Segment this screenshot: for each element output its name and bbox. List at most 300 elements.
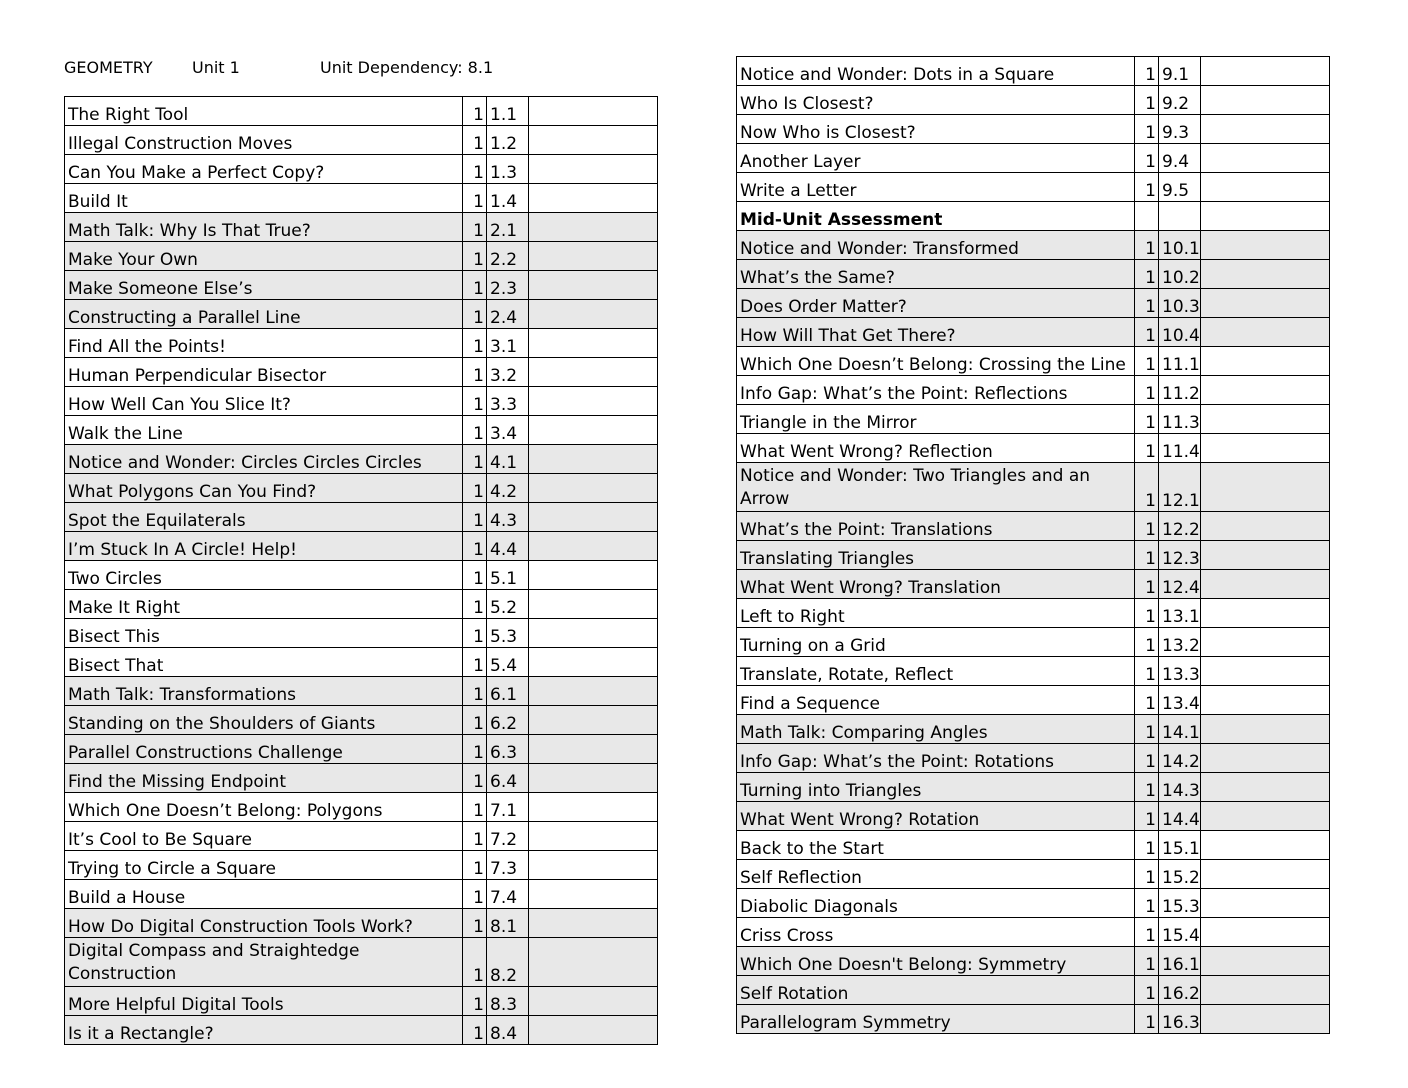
table-row — [737, 773, 1330, 802]
lesson-code-cell: 13.1 — [1159, 599, 1201, 628]
notes-cell — [529, 909, 658, 938]
notes-cell — [529, 1016, 658, 1045]
unit-number-cell: 1 — [463, 213, 487, 242]
lesson-code-cell: 8.4 — [487, 1016, 529, 1045]
lesson-code-cell: 8.1 — [487, 909, 529, 938]
lesson-code-cell: 11.2 — [1159, 376, 1201, 405]
unit-number-cell: 1 — [1135, 347, 1159, 376]
unit-number-cell: 1 — [463, 880, 487, 909]
lesson-code-cell: 15.4 — [1159, 918, 1201, 947]
table-row — [737, 599, 1330, 628]
table-row — [65, 184, 658, 213]
unit-number-cell: 1 — [463, 97, 487, 126]
unit-number-cell: 1 — [463, 184, 487, 213]
lesson-title-cell: Which One Doesn’t Belong: Crossing the Line — [737, 347, 1135, 376]
table-row — [737, 144, 1330, 173]
lesson-code-cell: 9.5 — [1159, 173, 1201, 202]
unit-number-cell: 1 — [1135, 976, 1159, 1005]
lesson-title-cell: Human Perpendicular Bisector — [65, 358, 463, 387]
notes-cell — [529, 474, 658, 503]
unit-number-cell: 1 — [1135, 405, 1159, 434]
table-row — [737, 657, 1330, 686]
table-row — [65, 445, 658, 474]
lesson-code-cell: 2.1 — [487, 213, 529, 242]
unit-number-cell: 1 — [1135, 744, 1159, 773]
lesson-code-cell: 5.1 — [487, 561, 529, 590]
lesson-code-cell: 15.2 — [1159, 860, 1201, 889]
lesson-code-cell — [1159, 202, 1201, 231]
lesson-title-cell: What Went Wrong? Rotation — [737, 802, 1135, 831]
unit-number-cell: 1 — [463, 648, 487, 677]
lesson-code-cell: 9.3 — [1159, 115, 1201, 144]
unit-number-cell: 1 — [1135, 657, 1159, 686]
table-row — [65, 416, 658, 445]
notes-cell — [529, 358, 658, 387]
notes-cell — [1201, 744, 1330, 773]
notes-cell — [1201, 686, 1330, 715]
notes-cell — [529, 445, 658, 474]
unit-number-cell: 1 — [1135, 57, 1159, 86]
lesson-title-cell: Is it a Rectangle? — [65, 1016, 463, 1045]
notes-cell — [1201, 376, 1330, 405]
lesson-code-cell: 2.3 — [487, 271, 529, 300]
table-row — [65, 590, 658, 619]
lesson-title-cell: Mid-Unit Assessment — [737, 202, 1135, 231]
lesson-code-cell: 1.2 — [487, 126, 529, 155]
unit-number-cell: 1 — [1135, 318, 1159, 347]
lesson-code-cell: 16.1 — [1159, 947, 1201, 976]
lesson-code-cell: 12.4 — [1159, 570, 1201, 599]
unit-number-cell: 1 — [463, 271, 487, 300]
table-row — [737, 86, 1330, 115]
lesson-title-cell: Constructing a Parallel Line — [65, 300, 463, 329]
notes-cell — [529, 126, 658, 155]
table-row — [65, 764, 658, 793]
lesson-code-cell: 12.3 — [1159, 541, 1201, 570]
table-row — [737, 860, 1330, 889]
unit-number-cell: 1 — [1135, 860, 1159, 889]
lesson-title-cell: Notice and Wonder: Dots in a Square — [737, 57, 1135, 86]
lesson-title-cell: Write a Letter — [737, 173, 1135, 202]
lesson-code-cell: 7.2 — [487, 822, 529, 851]
notes-cell — [529, 880, 658, 909]
unit-number-cell: 1 — [1135, 831, 1159, 860]
lesson-code-cell: 8.2 — [487, 938, 529, 987]
lesson-code-cell: 9.4 — [1159, 144, 1201, 173]
unit-number-cell: 1 — [463, 445, 487, 474]
unit-number-cell: 1 — [463, 706, 487, 735]
lesson-title-cell: Translate, Rotate, Reflect — [737, 657, 1135, 686]
lesson-title-cell: Self Reflection — [737, 860, 1135, 889]
lesson-title-cell: Self Rotation — [737, 976, 1135, 1005]
notes-cell — [1201, 86, 1330, 115]
lesson-title-cell: Make It Right — [65, 590, 463, 619]
lesson-title-cell: Diabolic Diagonals — [737, 889, 1135, 918]
unit-number-cell: 1 — [463, 822, 487, 851]
lesson-title-cell: Build a House — [65, 880, 463, 909]
notes-cell — [529, 97, 658, 126]
lesson-code-cell: 7.3 — [487, 851, 529, 880]
lesson-title-cell: Trying to Circle a Square — [65, 851, 463, 880]
unit-number-cell: 1 — [1135, 1005, 1159, 1034]
lesson-title-cell: Build It — [65, 184, 463, 213]
unit-number-cell: 1 — [1135, 541, 1159, 570]
lesson-title-cell: Who Is Closest? — [737, 86, 1135, 115]
table-row — [737, 231, 1330, 260]
table-row — [65, 561, 658, 590]
notes-cell — [1201, 289, 1330, 318]
notes-cell — [1201, 1005, 1330, 1034]
unit-number-cell: 1 — [463, 126, 487, 155]
lesson-code-cell: 2.2 — [487, 242, 529, 271]
lesson-code-cell: 10.1 — [1159, 231, 1201, 260]
unit-number-cell: 1 — [1135, 115, 1159, 144]
notes-cell — [1201, 831, 1330, 860]
lesson-code-cell: 15.3 — [1159, 889, 1201, 918]
unit-number-cell: 1 — [463, 938, 487, 987]
table-row — [65, 213, 658, 242]
table-row — [737, 1005, 1330, 1034]
lesson-code-cell: 2.4 — [487, 300, 529, 329]
lesson-code-cell: 16.3 — [1159, 1005, 1201, 1034]
lesson-title-cell: Standing on the Shoulders of Giants — [65, 706, 463, 735]
table-row — [65, 503, 658, 532]
notes-cell — [529, 532, 658, 561]
lesson-code-cell: 10.3 — [1159, 289, 1201, 318]
unit-number-cell: 1 — [463, 619, 487, 648]
lesson-code-cell: 1.4 — [487, 184, 529, 213]
table-row — [737, 463, 1330, 512]
table-row — [737, 347, 1330, 376]
lesson-code-cell: 3.3 — [487, 387, 529, 416]
unit-number-cell: 1 — [1135, 144, 1159, 173]
lesson-code-cell: 14.3 — [1159, 773, 1201, 802]
lesson-code-cell: 11.4 — [1159, 434, 1201, 463]
lesson-code-cell: 12.2 — [1159, 512, 1201, 541]
lesson-code-cell: 12.1 — [1159, 463, 1201, 512]
lesson-title-cell: Parallelogram Symmetry — [737, 1005, 1135, 1034]
unit-number-cell: 1 — [1135, 686, 1159, 715]
table-row — [65, 155, 658, 184]
notes-cell — [1201, 802, 1330, 831]
notes-cell — [1201, 570, 1330, 599]
notes-cell — [529, 619, 658, 648]
table-row — [65, 648, 658, 677]
lesson-title-cell: Bisect That — [65, 648, 463, 677]
lesson-title-cell: How Do Digital Construction Tools Work? — [65, 909, 463, 938]
notes-cell — [1201, 231, 1330, 260]
notes-cell — [1201, 405, 1330, 434]
lesson-code-cell: 11.1 — [1159, 347, 1201, 376]
lesson-code-cell: 14.2 — [1159, 744, 1201, 773]
lesson-title-cell: Another Layer — [737, 144, 1135, 173]
lesson-title-cell: Does Order Matter? — [737, 289, 1135, 318]
notes-cell — [529, 706, 658, 735]
notes-cell — [1201, 347, 1330, 376]
notes-cell — [529, 822, 658, 851]
table-row — [65, 619, 658, 648]
lesson-title-cell: Criss Cross — [737, 918, 1135, 947]
unit-number-cell: 1 — [1135, 173, 1159, 202]
notes-cell — [1201, 173, 1330, 202]
table-row — [737, 115, 1330, 144]
lesson-title-cell: Which One Doesn't Belong: Symmetry — [737, 947, 1135, 976]
notes-cell — [529, 329, 658, 358]
table-row — [65, 358, 658, 387]
notes-cell — [1201, 715, 1330, 744]
notes-cell — [529, 184, 658, 213]
lesson-code-cell: 14.1 — [1159, 715, 1201, 744]
notes-cell — [529, 735, 658, 764]
unit-number-cell: 1 — [463, 851, 487, 880]
notes-cell — [1201, 918, 1330, 947]
notes-cell — [529, 271, 658, 300]
lesson-title-cell: Two Circles — [65, 561, 463, 590]
unit-number-cell: 1 — [1135, 434, 1159, 463]
unit-number-cell: 1 — [463, 329, 487, 358]
lesson-title-cell: The Right Tool — [65, 97, 463, 126]
table-row — [65, 271, 658, 300]
table-row — [737, 57, 1330, 86]
notes-cell — [529, 300, 658, 329]
table-row — [65, 880, 658, 909]
lesson-title-cell: Bisect This — [65, 619, 463, 648]
lesson-title-cell: Math Talk: Why Is That True? — [65, 213, 463, 242]
unit-number-cell: 1 — [1135, 599, 1159, 628]
notes-cell — [529, 987, 658, 1016]
lesson-title-cell: What Went Wrong? Reflection — [737, 434, 1135, 463]
notes-cell — [1201, 599, 1330, 628]
lesson-title-cell: Which One Doesn’t Belong: Polygons — [65, 793, 463, 822]
unit-number-cell: 1 — [1135, 463, 1159, 512]
table-row — [65, 909, 658, 938]
unit-number-cell: 1 — [1135, 715, 1159, 744]
lesson-title-cell: Notice and Wonder: Transformed — [737, 231, 1135, 260]
notes-cell — [1201, 628, 1330, 657]
unit-number-cell: 1 — [463, 416, 487, 445]
lesson-code-cell: 13.2 — [1159, 628, 1201, 657]
lesson-code-cell: 6.3 — [487, 735, 529, 764]
lesson-title-cell: Math Talk: Transformations — [65, 677, 463, 706]
table-row — [737, 628, 1330, 657]
notes-cell — [529, 213, 658, 242]
notes-cell — [529, 677, 658, 706]
unit-number-cell: 1 — [463, 474, 487, 503]
lesson-code-cell: 3.1 — [487, 329, 529, 358]
table-row — [65, 532, 658, 561]
notes-cell — [1201, 144, 1330, 173]
lesson-title-cell: Info Gap: What’s the Point: Rotations — [737, 744, 1135, 773]
notes-cell — [1201, 57, 1330, 86]
notes-cell — [529, 242, 658, 271]
unit-number-cell: 1 — [463, 242, 487, 271]
notes-cell — [529, 851, 658, 880]
lesson-code-cell: 7.4 — [487, 880, 529, 909]
notes-cell — [529, 793, 658, 822]
unit-number-cell: 1 — [1135, 918, 1159, 947]
table-row — [65, 851, 658, 880]
notes-cell — [529, 938, 658, 987]
unit-number-cell: 1 — [1135, 802, 1159, 831]
lesson-code-cell: 4.3 — [487, 503, 529, 532]
notes-cell — [1201, 773, 1330, 802]
table-row — [65, 987, 658, 1016]
lesson-title-cell: Make Someone Else’s — [65, 271, 463, 300]
notes-cell — [1201, 115, 1330, 144]
lesson-title-cell: Translating Triangles — [737, 541, 1135, 570]
lesson-title-cell: It’s Cool to Be Square — [65, 822, 463, 851]
lesson-code-cell: 4.4 — [487, 532, 529, 561]
lesson-code-cell: 14.4 — [1159, 802, 1201, 831]
table-row — [737, 173, 1330, 202]
lesson-code-cell: 5.3 — [487, 619, 529, 648]
lesson-title-cell: Spot the Equilaterals — [65, 503, 463, 532]
lesson-code-cell: 6.2 — [487, 706, 529, 735]
table-row — [65, 474, 658, 503]
notes-cell — [1201, 318, 1330, 347]
notes-cell — [1201, 260, 1330, 289]
lesson-title-cell: What’s the Point: Translations — [737, 512, 1135, 541]
lesson-title-cell: Left to Right — [737, 599, 1135, 628]
lesson-code-cell: 13.4 — [1159, 686, 1201, 715]
unit-number-cell: 1 — [463, 1016, 487, 1045]
unit-number-cell: 1 — [463, 503, 487, 532]
lesson-title-cell: Math Talk: Comparing Angles — [737, 715, 1135, 744]
lesson-code-cell: 7.1 — [487, 793, 529, 822]
table-row — [65, 1016, 658, 1045]
lesson-code-cell: 5.4 — [487, 648, 529, 677]
notes-cell — [1201, 860, 1330, 889]
table-row — [65, 706, 658, 735]
notes-cell — [529, 590, 658, 619]
table-row — [737, 405, 1330, 434]
lesson-code-cell: 8.3 — [487, 987, 529, 1016]
lesson-code-cell: 1.1 — [487, 97, 529, 126]
notes-cell — [1201, 889, 1330, 918]
table-row — [65, 938, 658, 987]
lesson-code-cell: 5.2 — [487, 590, 529, 619]
unit-number-cell: 1 — [463, 909, 487, 938]
table-row — [737, 802, 1330, 831]
table-row — [737, 376, 1330, 405]
unit-number-cell: 1 — [463, 677, 487, 706]
unit-number-cell: 1 — [1135, 260, 1159, 289]
lesson-title-cell: Turning into Triangles — [737, 773, 1135, 802]
lesson-title-cell: Find the Missing Endpoint — [65, 764, 463, 793]
unit-number-cell: 1 — [463, 764, 487, 793]
left-lesson-table — [64, 96, 658, 1045]
table-row — [65, 677, 658, 706]
unit-dependency: Unit Dependency: 8.1 — [320, 58, 494, 77]
table-row — [65, 387, 658, 416]
unit-number-cell: 1 — [463, 561, 487, 590]
notes-cell — [1201, 657, 1330, 686]
table-row — [737, 512, 1330, 541]
unit-number-cell: 1 — [463, 300, 487, 329]
lesson-title-cell: Parallel Constructions Challenge — [65, 735, 463, 764]
unit-number-cell: 1 — [1135, 86, 1159, 115]
table-row — [65, 97, 658, 126]
unit-number-cell: 1 — [1135, 289, 1159, 318]
table-row — [65, 242, 658, 271]
lesson-title-cell: I’m Stuck In A Circle! Help! — [65, 532, 463, 561]
lesson-title-cell: How Well Can You Slice It? — [65, 387, 463, 416]
notes-cell — [529, 648, 658, 677]
table-row — [737, 918, 1330, 947]
table-row — [65, 735, 658, 764]
table-row — [65, 822, 658, 851]
notes-cell — [529, 416, 658, 445]
lesson-code-cell: 15.1 — [1159, 831, 1201, 860]
lesson-code-cell: 4.1 — [487, 445, 529, 474]
lesson-code-cell: 6.1 — [487, 677, 529, 706]
lesson-title-cell: Digital Compass and Straightedge Construction — [65, 938, 463, 987]
notes-cell — [529, 764, 658, 793]
lesson-code-cell: 10.2 — [1159, 260, 1201, 289]
lesson-code-cell: 13.3 — [1159, 657, 1201, 686]
notes-cell — [1201, 202, 1330, 231]
lesson-code-cell: 9.1 — [1159, 57, 1201, 86]
table-row — [737, 570, 1330, 599]
lesson-code-cell: 16.2 — [1159, 976, 1201, 1005]
unit-number-cell: 1 — [1135, 512, 1159, 541]
notes-cell — [1201, 463, 1330, 512]
lesson-title-cell: Back to the Start — [737, 831, 1135, 860]
lesson-title-cell: Now Who is Closest? — [737, 115, 1135, 144]
table-row — [737, 289, 1330, 318]
table-row — [737, 202, 1330, 231]
table-row — [65, 300, 658, 329]
subject-title: GEOMETRY — [64, 58, 153, 77]
notes-cell — [529, 387, 658, 416]
lesson-title-cell: Can You Make a Perfect Copy? — [65, 155, 463, 184]
lesson-title-cell: Info Gap: What’s the Point: Reflections — [737, 376, 1135, 405]
lesson-title-cell: Turning on a Grid — [737, 628, 1135, 657]
lesson-code-cell: 11.3 — [1159, 405, 1201, 434]
notes-cell — [529, 155, 658, 184]
unit-number-cell: 1 — [463, 387, 487, 416]
table-row — [65, 793, 658, 822]
lesson-title-cell: What’s the Same? — [737, 260, 1135, 289]
lesson-title-cell: Walk the Line — [65, 416, 463, 445]
lesson-code-cell: 6.4 — [487, 764, 529, 793]
lesson-title-cell: How Will That Get There? — [737, 318, 1135, 347]
table-row — [737, 947, 1330, 976]
lesson-title-cell: Triangle in the Mirror — [737, 405, 1135, 434]
unit-number-cell: 1 — [463, 532, 487, 561]
unit-number-cell: 1 — [1135, 570, 1159, 599]
lesson-code-cell: 1.3 — [487, 155, 529, 184]
table-row — [737, 541, 1330, 570]
lesson-code-cell: 10.4 — [1159, 318, 1201, 347]
right-lesson-table — [736, 56, 1330, 1034]
unit-number-cell: 1 — [463, 987, 487, 1016]
lesson-title-cell: Notice and Wonder: Two Triangles and an Arrow — [737, 463, 1135, 512]
table-row — [65, 126, 658, 155]
unit-number-cell: 1 — [463, 155, 487, 184]
table-row — [737, 260, 1330, 289]
table-row — [737, 434, 1330, 463]
table-row — [737, 686, 1330, 715]
notes-cell — [1201, 947, 1330, 976]
notes-cell — [1201, 512, 1330, 541]
lesson-title-cell: Illegal Construction Moves — [65, 126, 463, 155]
lesson-title-cell: What Polygons Can You Find? — [65, 474, 463, 503]
notes-cell — [1201, 976, 1330, 1005]
lesson-title-cell: Find a Sequence — [737, 686, 1135, 715]
lesson-code-cell: 4.2 — [487, 474, 529, 503]
table-row — [737, 831, 1330, 860]
